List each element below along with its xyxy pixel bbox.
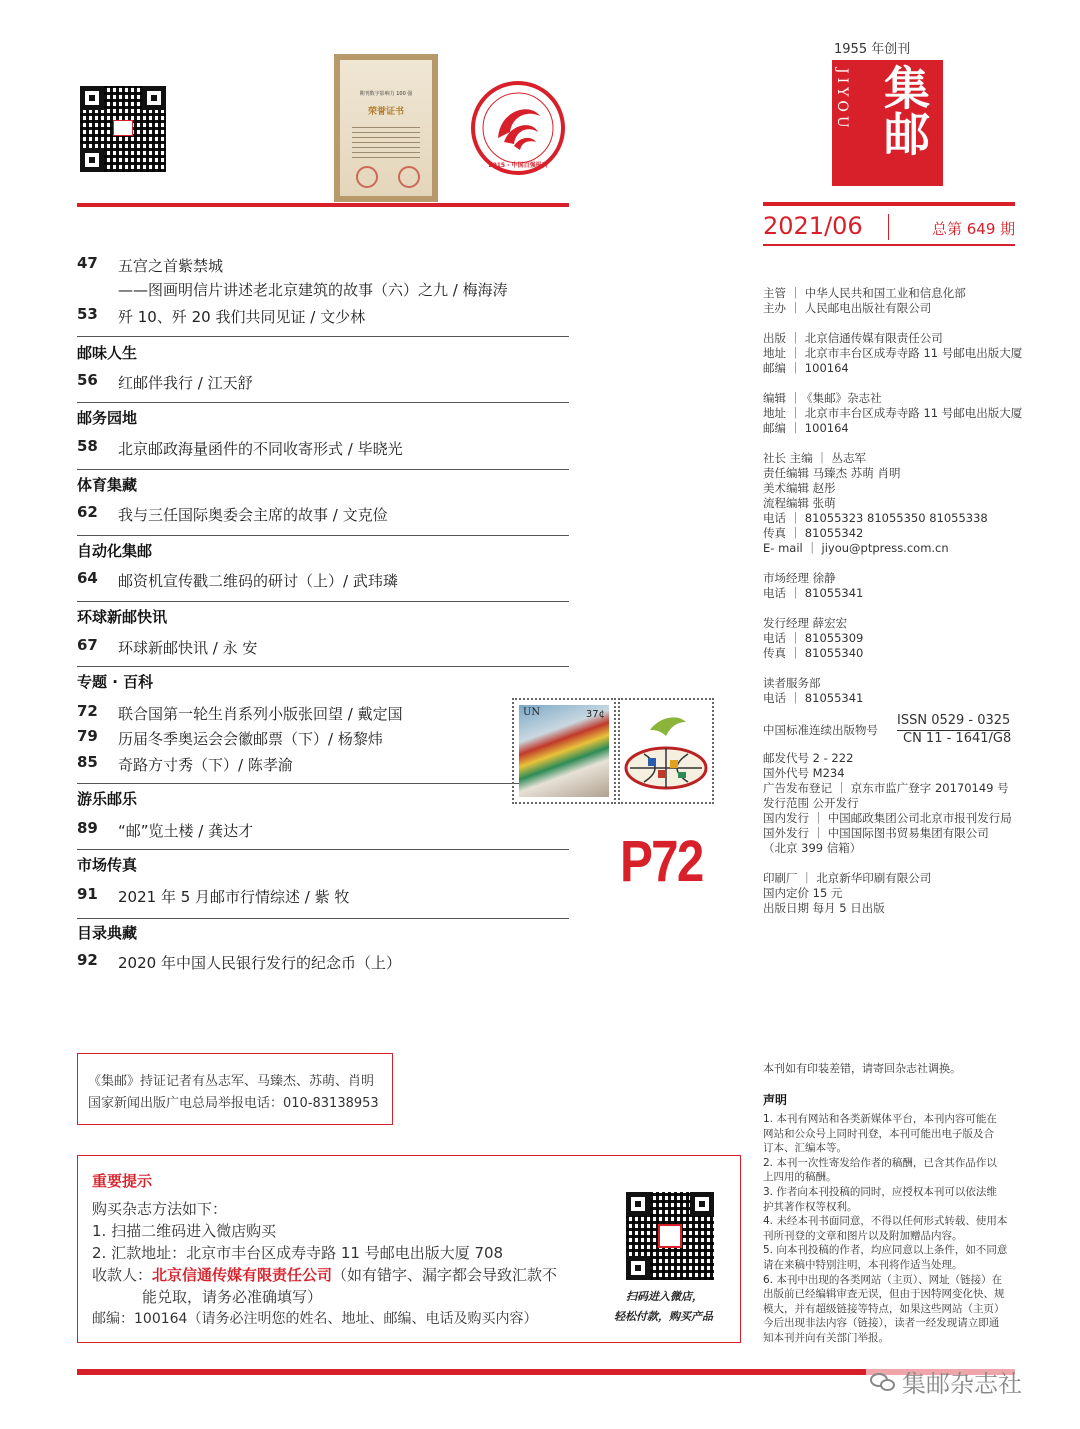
info-line: 国内发行 ｜ 中国邮政集团公司北京市报刊发行局 bbox=[763, 811, 1012, 825]
stamp-country: UN bbox=[523, 707, 541, 718]
info-line: 邮编 ｜ 100164 bbox=[763, 421, 849, 435]
cn-number: CN 11 - 1641/G8 bbox=[903, 731, 1012, 746]
certificate-caption: 期刊数字影响力 100 强 bbox=[359, 91, 413, 97]
info-line: 地址 ｜ 北京市丰台区成寿寺路 11 号邮电出版大厦 bbox=[763, 406, 1023, 420]
section-divider bbox=[77, 783, 569, 784]
date-divider bbox=[888, 214, 889, 240]
info-line: 传真 ｜ 81055340 bbox=[763, 646, 864, 660]
payee-note: （如有错字、漏字都会导致汇款不 bbox=[332, 1266, 558, 1284]
toc-article-subtitle: ——图画明信片讲述老北京建筑的故事（六）之九 / 梅海涛 bbox=[118, 281, 508, 299]
payee-note-2: 能兑取，请务必准确填写） bbox=[142, 1288, 323, 1306]
purchase-line: 1. 扫描二维码进入微店购买 bbox=[92, 1222, 277, 1240]
toc-page-number: 92 bbox=[77, 951, 98, 969]
notice-line: 今后出现非法内容（链接），读者一经发现请立即通 bbox=[763, 1317, 1000, 1330]
logo-en: JIYOU bbox=[834, 68, 850, 132]
info-line: 读者服务部 bbox=[763, 676, 821, 690]
toc-article-title: “邮”览土楼 / 龚达才 bbox=[118, 822, 254, 840]
section-title: 环球新邮快讯 bbox=[77, 608, 168, 626]
header-rule bbox=[77, 203, 569, 207]
notice-line: 1. 本刊有网站和各类新媒体平台，本刊内容可能在 bbox=[763, 1113, 997, 1125]
purchase-box bbox=[77, 1155, 741, 1343]
masthead-rule-bottom bbox=[763, 244, 1015, 246]
stamp-flags bbox=[512, 698, 616, 804]
purchase-title: 重要提示 bbox=[92, 1172, 153, 1190]
info-line: 编辑 ｜《集邮》杂志社 bbox=[763, 391, 882, 405]
info-line: 电话 ｜ 81055323 81055350 81055338 bbox=[763, 511, 988, 525]
section-divider bbox=[77, 402, 569, 403]
section-divider bbox=[77, 849, 569, 850]
masthead-logo bbox=[832, 60, 943, 186]
issue-number: 总第 649 期 bbox=[932, 220, 1016, 238]
purchase-line: 购买杂志方法如下： bbox=[92, 1200, 228, 1218]
section-divider bbox=[77, 666, 569, 667]
seal-icon bbox=[356, 166, 378, 188]
qr-code-shop bbox=[626, 1192, 714, 1280]
info-line: 出版日期 每月 5 日出版 bbox=[763, 901, 885, 915]
info-line: 国内定价 15 元 bbox=[763, 886, 843, 900]
info-line: 电话 ｜ 81055341 bbox=[763, 691, 864, 705]
notice-line: 2. 本刊一次性寄发给作者的稿酬，已含其作品作以 bbox=[763, 1156, 997, 1169]
info-line: 责任编辑 马臻杰 苏萌 肖明 bbox=[763, 466, 901, 480]
feature-page-ref: P72 bbox=[620, 829, 703, 894]
info-line: 发行范围 公开发行 bbox=[763, 796, 859, 810]
section-divider bbox=[77, 601, 569, 602]
notice-line: 请在来稿中特别注明，本刊将作适当处理。 bbox=[763, 1259, 963, 1271]
watermark bbox=[866, 1364, 1026, 1399]
section-title: 邮务园地 bbox=[77, 409, 138, 427]
info-line: 主办 ｜ 人民邮电出版社有限公司 bbox=[763, 301, 932, 315]
toc-article-title: 北京邮政海量函件的不同收寄形式 / 毕晓光 bbox=[118, 440, 403, 458]
toc-article-title: 我与三任国际奥委会主席的故事 / 文克俭 bbox=[118, 506, 388, 524]
notice-line: 6. 本刊中出现的各类网站（主页）、网址（链接）在 bbox=[763, 1273, 1003, 1286]
section-title: 专题 · 百科 bbox=[77, 673, 154, 691]
award-caption: 2015 · 中国百强报刊 bbox=[488, 162, 548, 169]
info-line: 电话 ｜ 81055341 bbox=[763, 586, 864, 600]
award-emblem bbox=[470, 80, 566, 176]
notice-line: 刊所刊登的文章和图片以及附加赠品内容。 bbox=[763, 1229, 963, 1242]
notice-line: 知本刊并向有关部门举报。 bbox=[763, 1332, 889, 1344]
info-line: 国外代号 M234 bbox=[763, 766, 845, 780]
info-line: （北京 399 信箱） bbox=[763, 841, 862, 855]
toc-page-number: 56 bbox=[77, 371, 98, 389]
section-title: 自动化集邮 bbox=[77, 542, 153, 560]
toc-article-title: 红邮伴我行 / 江天舒 bbox=[118, 374, 253, 392]
honor-certificate bbox=[334, 54, 438, 202]
notice-line: 订本、汇编本等。 bbox=[763, 1142, 847, 1155]
founded-note: 1955 年创刊 bbox=[834, 42, 911, 57]
info-line: 传真 ｜ 81055342 bbox=[763, 526, 864, 540]
toc-page-number: 79 bbox=[77, 727, 98, 745]
notice-line: 5. 向本刊投稿的作者，均应同意以上条件，如不同意 bbox=[763, 1244, 1008, 1257]
qr-caption-1: 扫码进入微店， bbox=[626, 1290, 703, 1303]
toc-page-number: 62 bbox=[77, 503, 98, 521]
issn-number: ISSN 0529 - 0325 bbox=[897, 713, 1010, 731]
info-line: 电话 ｜ 81055309 bbox=[763, 631, 864, 645]
toc-page-number: 58 bbox=[77, 437, 98, 455]
info-line: 印刷厂 ｜ 北京新华印刷有限公司 bbox=[763, 871, 932, 885]
toc-article-title: 环球新邮快讯 / 永 安 bbox=[118, 639, 258, 657]
info-line: 出版 ｜ 北京信通传媒有限责任公司 bbox=[763, 331, 943, 345]
section-divider bbox=[77, 469, 569, 470]
section-divider bbox=[77, 535, 569, 536]
toc-page-number: 64 bbox=[77, 569, 98, 587]
notice-line: 网站和公众号上同时刊登，本刊可能出电子版及合 bbox=[763, 1127, 994, 1140]
reporters-box bbox=[77, 1053, 393, 1125]
toc-article-title: 2021 年 5 月邮市行情综述 / 紫 牧 bbox=[118, 888, 350, 906]
zip-line: 邮编：100164（请务必注明您的姓名、地址、邮编、电话及购买内容） bbox=[92, 1311, 538, 1327]
section-title: 目录典藏 bbox=[77, 924, 138, 942]
toc-article-title: 联合国第一轮生肖系列小版张回望 / 戴定国 bbox=[118, 705, 403, 723]
misprint-note: 本刊如有印装差错，请寄回杂志社调换。 bbox=[763, 1062, 961, 1075]
section-title: 体育集藏 bbox=[77, 476, 138, 494]
info-line: 市场经理 徐静 bbox=[763, 571, 836, 585]
payee-name: 北京信通传媒有限责任公司 bbox=[152, 1266, 333, 1284]
notice-line: 上四用的稿酬。 bbox=[763, 1171, 837, 1184]
stamp-emblem bbox=[618, 698, 714, 804]
payee-line bbox=[92, 1264, 557, 1285]
toc-page-number: 53 bbox=[77, 305, 98, 323]
watermark-text: 集邮杂志社 bbox=[902, 1370, 1022, 1398]
toc-page-number: 47 bbox=[77, 254, 98, 272]
section-divider bbox=[77, 918, 569, 919]
info-line: E- mail ｜ jiyou@ptpress.com.cn bbox=[763, 541, 949, 555]
section-title: 市场传真 bbox=[77, 856, 138, 874]
toc-article-title: 历届冬季奥运会会徽邮票（下）/ 杨黎炜 bbox=[118, 730, 383, 748]
issue-date: 2021/06 bbox=[763, 212, 863, 240]
logo-cn: 集邮 bbox=[877, 64, 931, 156]
info-line: 国外发行 ｜ 中国国际图书贸易集团有限公司 bbox=[763, 826, 989, 840]
info-line: 主管 ｜ 中华人民共和国工业和信息化部 bbox=[763, 286, 966, 300]
reporters-line: 《集邮》持证记者有丛志军、马臻杰、苏萌、肖明 bbox=[88, 1074, 375, 1089]
info-line: 美术编辑 赵彤 bbox=[763, 481, 836, 495]
notice-line: 护其著作权等权利。 bbox=[763, 1200, 858, 1213]
notice-line: 4. 未经本刊书面同意，不得以任何形式转载、使用本 bbox=[763, 1215, 1008, 1228]
payee-label: 收款人： bbox=[92, 1266, 153, 1284]
stamp-value: 37¢ bbox=[585, 709, 605, 720]
toc-page-number: 67 bbox=[77, 636, 98, 654]
qr-caption-2: 轻松付款，购买产品 bbox=[614, 1310, 713, 1323]
info-line: 发行经理 薛宏宏 bbox=[763, 616, 848, 630]
toc-page-number: 72 bbox=[77, 702, 98, 720]
info-line: 邮发代号 2 - 222 bbox=[763, 751, 854, 765]
section-title: 邮味人生 bbox=[77, 344, 138, 362]
seal-icon bbox=[398, 166, 420, 188]
toc-page-number: 89 bbox=[77, 819, 98, 837]
toc-page-number: 85 bbox=[77, 753, 98, 771]
info-line: 邮编 ｜ 100164 bbox=[763, 361, 849, 375]
toc-page-number: 91 bbox=[77, 885, 98, 903]
notice-line: 3. 作者向本刊投稿的同时，应授权本刊可以依法维 bbox=[763, 1186, 997, 1198]
wechat-icon bbox=[870, 1371, 896, 1393]
info-line: 地址 ｜ 北京市丰台区成寿寺路 11 号邮电出版大厦 bbox=[763, 346, 1023, 360]
notice-line: 模大，并有超级链接等特点，如果这些网站（主页） bbox=[763, 1302, 1005, 1315]
notice-title: 声明 bbox=[763, 1093, 788, 1107]
qr-code-top bbox=[80, 86, 166, 172]
toc-article-title: 五宫之首紫禁城 bbox=[118, 257, 224, 275]
info-line: 流程编辑 张萌 bbox=[763, 496, 836, 510]
notice-line: 出版前已经编辑审查无误，但由于因特网变化快、规 bbox=[763, 1288, 1005, 1301]
issn-label: 中国标准连续出版物号 bbox=[763, 723, 878, 737]
toc-article-title: 奇路方寸秀（下）/ 陈孝渝 bbox=[118, 756, 293, 774]
toc-article-title: 2020 年中国人民银行发行的纪念币（上） bbox=[118, 954, 401, 972]
purchase-line: 2. 汇款地址：北京市丰台区成寿寺路 11 号邮电出版大厦 708 bbox=[92, 1244, 504, 1262]
report-phone-line: 国家新闻出版广电总局举报电话：010-83138953 bbox=[88, 1096, 379, 1111]
toc-article-title: 邮资机宣传戳二维码的研讨（上）/ 武玮璘 bbox=[118, 572, 398, 590]
globe-dove-icon bbox=[620, 700, 712, 802]
info-line: 社长 主编 ｜ 丛志军 bbox=[763, 451, 866, 465]
section-title: 游乐邮乐 bbox=[77, 790, 138, 808]
info-line: 广告发布登记 ｜ 京东市监广登字 20170149 号 bbox=[763, 781, 1009, 795]
toc-article-title: 歼 10、歼 20 我们共同见证 / 文少林 bbox=[118, 308, 366, 326]
section-divider bbox=[77, 336, 569, 337]
masthead-rule-top bbox=[763, 202, 1015, 206]
certificate-title: 荣誉证书 bbox=[367, 107, 404, 117]
